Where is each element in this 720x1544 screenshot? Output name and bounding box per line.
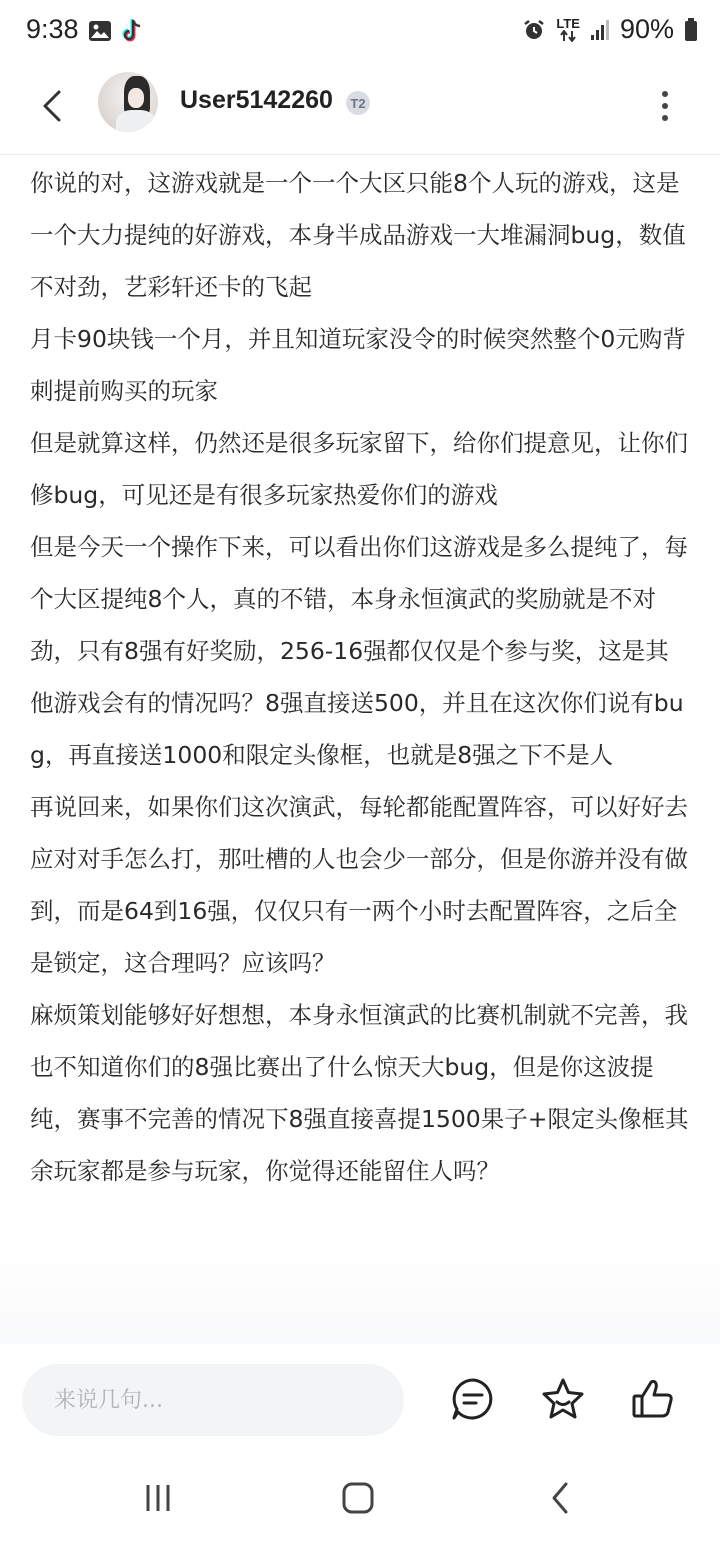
gallery-icon: [88, 20, 112, 42]
network-label: LTE: [556, 15, 580, 31]
avatar-face: [128, 88, 144, 108]
post-content: [30, 157, 692, 1197]
chevron-left-icon: [41, 89, 63, 123]
recent-apps-button[interactable]: [138, 1478, 178, 1518]
comment-icon: [450, 1376, 496, 1422]
level-badge: T2: [346, 91, 370, 115]
status-time: 9:38: [26, 14, 79, 44]
chevron-left-icon: [548, 1481, 572, 1515]
battery-percent: 90%: [619, 14, 674, 44]
signal-icon: [590, 19, 610, 41]
post-paragraph: 你说的对，这游戏就是一个一个大区只能8个人玩的游戏，这是一个大力提纯的好游戏，本身半成品游戏一大堆漏洞bug，数值不对劲，艺彩轩还卡的飞起: [30, 169, 686, 301]
thumbs-up-icon: [630, 1376, 676, 1422]
status-right-icons: [522, 14, 698, 45]
post-header: [0, 64, 720, 155]
username[interactable]: User5142260: [180, 86, 333, 114]
more-options-button[interactable]: [650, 86, 680, 126]
post-paragraph: 但是就算这样，仍然还是很多玩家留下，给你们提意见，让你们修bug，可见还是有很多玩家热爱你们的游戏: [30, 429, 688, 509]
post-paragraph: 麻烦策划能够好好想想，本身永恒演武的比赛机制就不完善，我也不知道你们的8强比赛出了什么惊天大bug，但是你这波提纯，赛事不完善的情况下8强直接喜提1500果子+限定头像框其余玩家都是参与玩家，你觉得还能留住人吗？: [30, 1001, 689, 1185]
back-button[interactable]: [30, 84, 74, 128]
bottom-action-bar: [0, 1344, 720, 1456]
battery-icon: [684, 18, 698, 42]
favorite-button[interactable]: [540, 1376, 586, 1422]
avatar[interactable]: [98, 72, 158, 132]
star-icon: [540, 1376, 586, 1422]
status-left-icons: [88, 18, 144, 44]
post-paragraph: 再说回来，如果你们这次演武，每轮都能配置阵容，可以好好去应对对手怎么打，那吐槽的人也会少一部分，但是你游并没有做到，而是64到16强，仅仅只有一两个小时去配置阵容，之后全是锁定，这合理吗？应该吗？: [30, 793, 688, 977]
post-paragraph: 但是今天一个操作下来，可以看出你们这游戏是多么提纯了，每个大区提纯8个人，真的不错，本身永恒演武的奖励就是不对劲，只有8强有好奖励，256-16强都仅仅是个参与奖，这是其他游戏会有的情况吗？8强直接送500，并且在这次你们说有bug，再直接送1000和限定头像框，也就是8强之下不是人: [30, 533, 688, 769]
comment-input[interactable]: [22, 1364, 404, 1436]
more-dot: [662, 115, 668, 121]
data-arrows-icon: [560, 30, 576, 42]
network-indicator: [556, 15, 580, 42]
alarm-icon: [522, 18, 546, 42]
post-paragraph: 月卡90块钱一个月，并且知道玩家没令的时候突然整个0元购背刺提前购买的玩家: [30, 325, 686, 405]
more-dot: [662, 103, 668, 109]
home-button[interactable]: [338, 1478, 378, 1518]
more-dot: [662, 91, 668, 97]
system-nav-bar: [0, 1456, 720, 1544]
avatar-body: [116, 110, 156, 132]
like-button[interactable]: [630, 1376, 676, 1422]
recent-apps-icon: [141, 1483, 175, 1513]
home-icon: [341, 1481, 375, 1515]
content-fade: [0, 1240, 720, 1344]
tiktok-icon: [120, 18, 144, 44]
system-back-button[interactable]: [540, 1478, 580, 1518]
comment-button[interactable]: [450, 1376, 496, 1422]
status-bar: [0, 0, 720, 64]
